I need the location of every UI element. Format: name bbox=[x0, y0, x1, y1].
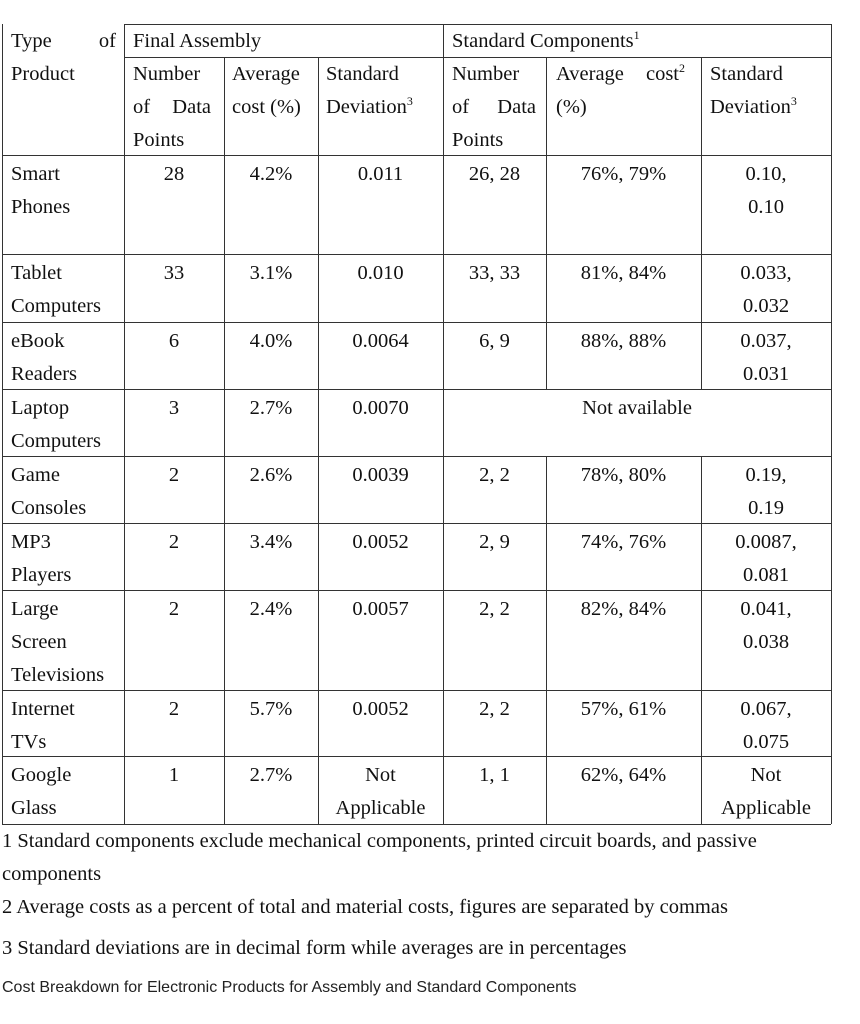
footnote-marker: 1 bbox=[633, 28, 640, 43]
product-name: TVs bbox=[11, 731, 47, 753]
table-left-rule bbox=[2, 24, 3, 824]
product-name: Computers bbox=[11, 430, 101, 452]
sc-standard-deviation: 0.031 bbox=[742, 363, 790, 385]
row-rule bbox=[2, 254, 831, 255]
sc-standard-deviation: 0.067, bbox=[740, 698, 792, 720]
sc-number-of-data-points: 2, 9 bbox=[479, 531, 510, 553]
fa-standard-deviation: 0.0057 bbox=[352, 598, 409, 620]
sc-standard-deviation: 0.033, bbox=[740, 262, 792, 284]
fa-number-of-data-points: 1 bbox=[168, 764, 180, 786]
header-sc-average-cost-text: Average cost bbox=[556, 63, 679, 85]
sc-standard-deviation: Not bbox=[750, 764, 782, 786]
fa-number-of-data-points: 3 bbox=[168, 397, 180, 419]
sc-standard-deviation: 0.038 bbox=[742, 631, 790, 653]
sc-average-cost: 76%, 79% bbox=[580, 163, 667, 185]
sc-standard-deviation: 0.10, bbox=[745, 163, 787, 185]
sc-average-cost: 62%, 64% bbox=[580, 764, 667, 786]
sc-standard-deviation: 0.037, bbox=[740, 330, 792, 352]
header-sc-average-cost bbox=[556, 58, 685, 91]
sc-standard-deviation: 0.032 bbox=[742, 295, 790, 317]
sc-average-cost: 82%, 84% bbox=[580, 598, 667, 620]
fa-average-cost: 2.7% bbox=[249, 397, 293, 419]
header-type-of: Type of bbox=[11, 30, 116, 52]
product-name: Computers bbox=[11, 295, 101, 317]
product-name: Readers bbox=[11, 363, 78, 385]
fa-average-cost: 4.2% bbox=[249, 163, 293, 185]
product-name: Televisions bbox=[11, 664, 105, 686]
fa-standard-deviation: 0.010 bbox=[357, 262, 404, 284]
fa-number-of-data-points: 2 bbox=[168, 598, 180, 620]
product-name: Laptop bbox=[11, 397, 70, 419]
sc-average-cost: 88%, 88% bbox=[580, 330, 667, 352]
header-sc-standard: Standard bbox=[710, 63, 783, 85]
fa-average-cost: 2.4% bbox=[249, 598, 293, 620]
sc-average-cost: 57%, 61% bbox=[580, 698, 667, 720]
header-fa-cost: cost (%) bbox=[232, 96, 301, 118]
header-standard-components bbox=[452, 25, 640, 58]
sc-standard-deviation: 0.041, bbox=[740, 598, 792, 620]
header-sc-deviation-text: Deviation bbox=[710, 96, 791, 118]
fa-number-of-data-points: 2 bbox=[168, 464, 180, 486]
sc-average-cost: 78%, 80% bbox=[580, 464, 667, 486]
fa-number-of-data-points: 2 bbox=[168, 698, 180, 720]
sc-number-of-data-points: 2, 2 bbox=[479, 598, 510, 620]
header-sc-number: Number bbox=[452, 63, 520, 85]
header-standard-components-text: Standard Components bbox=[452, 30, 634, 52]
product-name: Tablet bbox=[11, 262, 62, 284]
fa-standard-deviation: 0.011 bbox=[357, 163, 404, 185]
fa-average-cost: 3.1% bbox=[249, 262, 293, 284]
fa-standard-deviation: 0.0052 bbox=[352, 698, 409, 720]
table-caption: Cost Breakdown for Electronic Products for Assembly and Standard Components bbox=[2, 979, 577, 996]
sc-average-cost: 81%, 84% bbox=[580, 262, 667, 284]
sc-standard-deviation: 0.081 bbox=[742, 564, 790, 586]
fa-average-cost: 5.7% bbox=[249, 698, 293, 720]
fa-standard-deviation: 0.0070 bbox=[352, 397, 409, 419]
sc-number-of-data-points: 1, 1 bbox=[479, 764, 510, 786]
header-fa-of-data: of Data bbox=[133, 96, 211, 118]
fa-standard-deviation: 0.0052 bbox=[352, 531, 409, 553]
fa-average-cost: 3.4% bbox=[249, 531, 293, 553]
fa-average-cost: 2.7% bbox=[249, 764, 293, 786]
footnote-1: 1 Standard components exclude mechanical components, printed circuit boards, and passive components bbox=[2, 830, 757, 885]
product-name: Smart bbox=[11, 163, 60, 185]
product-name: Glass bbox=[11, 797, 57, 819]
product-name: Large bbox=[11, 598, 59, 620]
fa-average-cost: 4.0% bbox=[249, 330, 293, 352]
sc-number-of-data-points: 6, 9 bbox=[479, 330, 510, 352]
footnote-3: 3 Standard deviations are in decimal form while averages are in percentages bbox=[2, 937, 627, 959]
table-right-rule bbox=[831, 24, 832, 824]
footnote-marker: 2 bbox=[679, 61, 685, 76]
sc-standard-deviation: 0.19 bbox=[748, 497, 784, 519]
product-name: Google bbox=[11, 764, 72, 786]
header-fa-number: Number bbox=[133, 63, 201, 85]
header-fa-deviation bbox=[326, 91, 413, 124]
footnote-marker: 3 bbox=[790, 94, 797, 109]
row-rule bbox=[2, 690, 831, 691]
product-name: Players bbox=[11, 564, 72, 586]
product-name: MP3 bbox=[11, 531, 51, 553]
header-sc-deviation bbox=[710, 91, 797, 124]
sc-standard-deviation: 0.0087, bbox=[735, 531, 797, 553]
header-fa-points: Points bbox=[133, 129, 185, 151]
sc-number-of-data-points: 2, 2 bbox=[479, 464, 510, 486]
fa-standard-deviation: Not bbox=[365, 764, 396, 786]
fa-number-of-data-points: 6 bbox=[168, 330, 180, 352]
fa-standard-deviation: 0.0064 bbox=[352, 330, 409, 352]
sc-standard-deviation: Applicable bbox=[721, 797, 811, 819]
footnote-marker: 3 bbox=[406, 94, 413, 109]
sc-number-of-data-points: 2, 2 bbox=[479, 698, 510, 720]
row-rule bbox=[2, 155, 831, 156]
fa-average-cost: 2.6% bbox=[249, 464, 293, 486]
product-name: Phones bbox=[11, 196, 71, 218]
fa-number-of-data-points: 2 bbox=[168, 531, 180, 553]
header-sc-pct: (%) bbox=[556, 96, 587, 118]
fa-number-of-data-points: 33 bbox=[163, 262, 185, 284]
sc-standard-deviation: 0.10 bbox=[748, 196, 784, 218]
sc-not-available: Not available bbox=[582, 397, 692, 419]
product-name: Internet bbox=[11, 698, 75, 720]
sc-number-of-data-points: 33, 33 bbox=[468, 262, 521, 284]
header-final-assembly: Final Assembly bbox=[133, 30, 262, 52]
header-fa-average: Average bbox=[232, 63, 300, 85]
header-sc-points: Points bbox=[452, 129, 504, 151]
sc-average-cost: 74%, 76% bbox=[580, 531, 667, 553]
header-sc-of-data: of Data bbox=[452, 96, 536, 118]
product-name: Screen bbox=[11, 631, 67, 653]
header-fa-standard: Standard bbox=[326, 63, 399, 85]
header-fa-deviation-text: Deviation bbox=[326, 96, 407, 118]
footnote-2: 2 Average costs as a percent of total and material costs, figures are separated by commas bbox=[2, 896, 728, 918]
product-name: Game bbox=[11, 464, 60, 486]
product-name: eBook bbox=[11, 330, 65, 352]
fa-number-of-data-points: 28 bbox=[163, 163, 185, 185]
sc-number-of-data-points: 26, 28 bbox=[468, 163, 521, 185]
product-name: Consoles bbox=[11, 497, 87, 519]
sc-standard-deviation: 0.19, bbox=[745, 464, 787, 486]
fa-standard-deviation: Applicable bbox=[335, 797, 426, 819]
sc-standard-deviation: 0.075 bbox=[742, 731, 790, 753]
row-rule bbox=[2, 456, 831, 457]
fa-standard-deviation: 0.0039 bbox=[352, 464, 409, 486]
header-product: Product bbox=[11, 63, 75, 85]
